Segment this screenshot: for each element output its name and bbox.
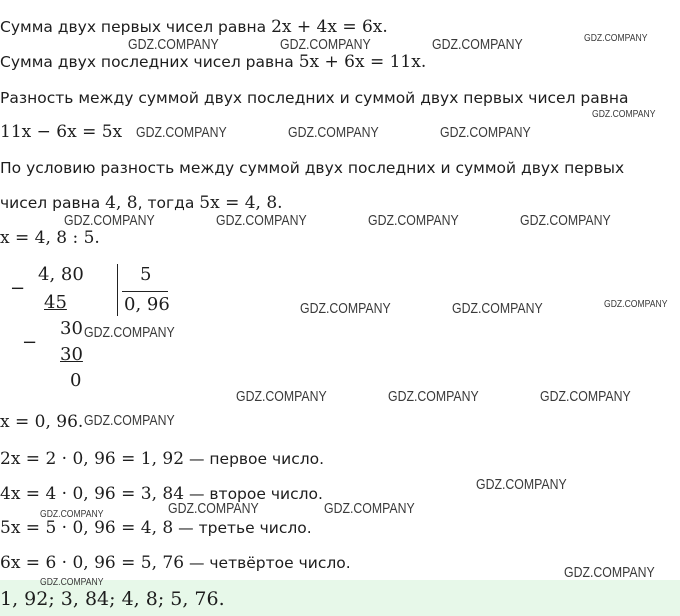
formula: 4x = 4 · 0, 96 = 3, 84: [0, 484, 185, 504]
quotient: 0, 96: [124, 294, 170, 315]
watermark: GDZ.COMPANY: [84, 412, 175, 429]
watermark: GDZ.COMPANY: [564, 564, 655, 581]
watermark: GDZ.COMPANY: [136, 124, 227, 141]
watermark: GDZ.COMPANY: [280, 36, 371, 53]
line-condition-2: [0, 193, 283, 213]
answer: 1, 92; 3, 84; 4, 8; 5, 76.: [0, 588, 225, 610]
remainder-1: 30: [60, 318, 83, 339]
watermark: GDZ.COMPANY: [452, 300, 543, 317]
watermark: GDZ.COMPANY: [388, 388, 479, 405]
text: Сумма двух последних чисел равна: [0, 53, 299, 71]
remainder-2: 0: [70, 370, 82, 391]
divisor: 5: [140, 264, 152, 285]
watermark: GDZ.COMPANY: [84, 324, 175, 341]
watermark: GDZ.COMPANY: [300, 300, 391, 317]
division-horizontal-line: [122, 291, 168, 292]
formula: x = 4, 8 : 5.: [0, 228, 100, 248]
formula: 5x + 6x = 11x.: [298, 52, 427, 72]
text: чисел равна: [0, 194, 106, 212]
line-third-number: [0, 518, 312, 538]
text: — третье число.: [173, 519, 312, 537]
subtrahend-2: 30: [60, 344, 83, 365]
formula: 6x = 6 · 0, 96 = 5, 76: [0, 553, 185, 573]
watermark: GDZ.COMPANY: [288, 124, 379, 141]
line-condition: [0, 158, 624, 178]
line-sum-last: [0, 52, 426, 72]
formula: 2x + 4x = 6x.: [271, 17, 388, 37]
watermark: GDZ.COMPANY: [40, 508, 104, 520]
watermark: GDZ.COMPANY: [432, 36, 523, 53]
text: По условию разность между суммой двух последних и суммой двух первых: [0, 159, 625, 177]
line-difference-text: [0, 88, 629, 108]
watermark: GDZ.COMPANY: [368, 212, 459, 229]
formula: 5x = 4, 8.: [199, 193, 283, 213]
line-first-number: [0, 449, 324, 469]
formula: 5x = 5 · 0, 96 = 4, 8: [0, 518, 174, 538]
watermark: GDZ.COMPANY: [40, 576, 104, 588]
text: Разность между суммой двух последних и суммой двух первых чисел равна: [0, 89, 629, 107]
formula: 11x − 6x = 5x: [0, 122, 123, 142]
watermark: GDZ.COMPANY: [236, 388, 327, 405]
watermark: GDZ.COMPANY: [168, 500, 259, 517]
watermark: GDZ.COMPANY: [540, 388, 631, 405]
watermark: GDZ.COMPANY: [440, 124, 531, 141]
formula: 4, 8: [105, 193, 138, 213]
text: — второе число.: [184, 485, 323, 503]
formula: x = 0, 96.: [0, 412, 84, 432]
line-difference-formula: [0, 122, 122, 142]
subtrahend-1: 45: [44, 292, 67, 313]
line-second-number: [0, 484, 323, 504]
text: , тогда: [137, 194, 200, 212]
watermark: GDZ.COMPANY: [64, 212, 155, 229]
watermark: GDZ.COMPANY: [476, 476, 567, 493]
watermark: GDZ.COMPANY: [604, 298, 668, 310]
watermark: GDZ.COMPANY: [128, 36, 219, 53]
minus-sign: −: [22, 332, 38, 353]
formula: 2x = 2 · 0, 96 = 1, 92: [0, 449, 185, 469]
line-fourth-number: [0, 553, 351, 573]
watermark: GDZ.COMPANY: [520, 212, 611, 229]
minus-sign: −: [10, 278, 26, 299]
dividend: 4, 80: [38, 264, 84, 285]
line-sum-first: [0, 17, 388, 37]
text: — первое число.: [184, 450, 325, 468]
watermark: GDZ.COMPANY: [216, 212, 307, 229]
line-x-result: [0, 412, 83, 432]
watermark: GDZ.COMPANY: [324, 500, 415, 517]
division-vertical-line: [117, 264, 118, 316]
watermark: GDZ.COMPANY: [584, 32, 648, 44]
watermark: GDZ.COMPANY: [592, 108, 656, 120]
line-x-division: [0, 228, 100, 248]
text: — четвёртое число.: [184, 554, 351, 572]
text: Сумма двух первых чисел равна: [0, 18, 272, 36]
